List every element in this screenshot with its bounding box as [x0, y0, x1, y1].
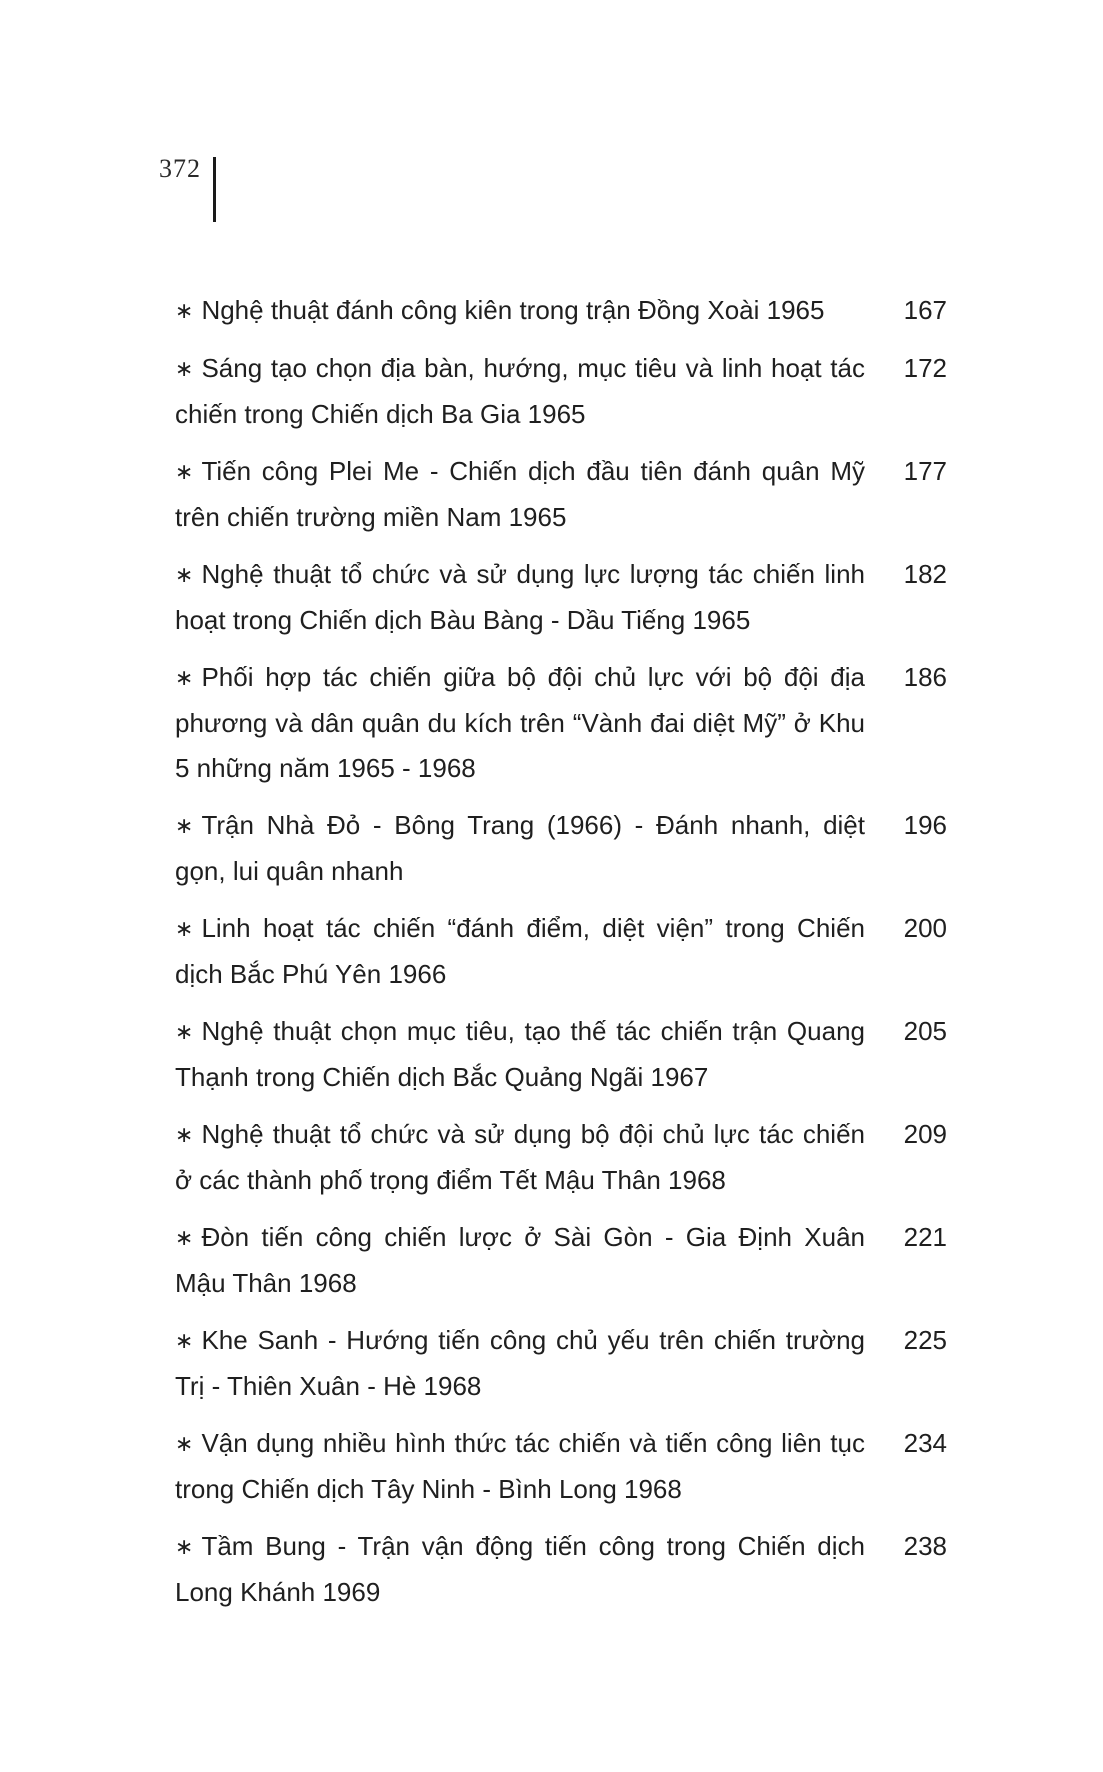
toc-entry-text: Nghệ thuật chọn mục tiêu, tạo thế tác chiến trận Quang Thạnh trong Chiến dịch Bắc Quảng Ngãi 1967 [175, 1016, 865, 1092]
toc-entry-text: Trận Nhà Đỏ - Bông Trang (1966) - Đánh nhanh, diệt gọn, lui quân nhanh [175, 810, 865, 886]
toc-entry-text: Khe Sanh - Hướng tiến công chủ yếu trên chiến trường Trị - Thiên Xuân - Hè 1968 [175, 1325, 865, 1401]
toc-entry-page: 186 [903, 662, 947, 692]
toc-entry-page: 225 [903, 1325, 947, 1355]
page-number: 372 [159, 154, 201, 183]
toc-entry-page: 177 [903, 456, 947, 486]
toc-entry-page: 182 [903, 559, 947, 589]
toc-entry-page: 209 [903, 1119, 947, 1149]
toc-entry-text: Nghệ thuật tổ chức và sử dụng bộ đội chủ lực tác chiến ở các thành phố trọng điểm Tết Mậu Thân 1968 [175, 1119, 865, 1195]
toc-entry-title [175, 552, 865, 643]
toc-entry-text: Tiến công Plei Me - Chiến dịch đầu tiên đánh quân Mỹ trên chiến trường miền Nam 1965 [175, 456, 865, 532]
toc-entry-text: Đòn tiến công chiến lược ở Sài Gòn - Gia Định Xuân Mậu Thân 1968 [175, 1222, 865, 1298]
toc-entry-title [175, 449, 865, 540]
toc-entry-page: 167 [903, 295, 947, 325]
toc-entry [175, 1524, 947, 1615]
toc-entry-text: Tầm Bung - Trận vận động tiến công trong Chiến dịch Long Khánh 1969 [175, 1531, 865, 1607]
toc-entry-title [175, 1318, 865, 1409]
toc-entry-text: Phối hợp tác chiến giữa bộ đội chủ lực với bộ đội địa phương và dân quân du kích trên “Vành đai diệt Mỹ” ở Khu 5 những năm 1965 - 1968 [175, 662, 865, 783]
toc-entry [175, 552, 947, 643]
toc-entry [175, 346, 947, 437]
toc-entry [175, 449, 947, 540]
bullet-icon: ∗ [175, 665, 194, 690]
toc-entry-title [175, 1215, 865, 1306]
toc-entry-page: 238 [903, 1531, 947, 1561]
bullet-icon: ∗ [175, 1534, 194, 1559]
toc-entry [175, 906, 947, 997]
toc-entry-page: 205 [903, 1016, 947, 1046]
toc-entry-page: 200 [903, 913, 947, 943]
toc-entry-text: Sáng tạo chọn địa bàn, hướng, mục tiêu và linh hoạt tác chiến trong Chiến dịch Ba Gia 1965 [175, 353, 865, 429]
toc-entry-text: Nghệ thuật tổ chức và sử dụng lực lượng tác chiến linh hoạt trong Chiến dịch Bàu Bàng - Dầu Tiếng 1965 [175, 559, 865, 635]
header-rule [213, 157, 216, 222]
toc-entry-title [175, 655, 865, 791]
toc-entry [175, 1112, 947, 1203]
toc-entry-title [175, 1524, 865, 1615]
bullet-icon: ∗ [175, 1225, 194, 1250]
bullet-icon: ∗ [175, 562, 194, 587]
table-of-contents [175, 288, 947, 1627]
toc-entry [175, 803, 947, 894]
toc-entry-title [175, 906, 865, 997]
bullet-icon: ∗ [175, 1122, 194, 1147]
toc-entry [175, 288, 947, 334]
toc-entry-text: Linh hoạt tác chiến “đánh điểm, diệt viện” trong Chiến dịch Bắc Phú Yên 1966 [175, 913, 865, 989]
toc-entry [175, 1009, 947, 1100]
toc-entry-title [175, 1421, 865, 1512]
toc-entry-title [175, 288, 865, 334]
toc-entry-page: 172 [903, 353, 947, 383]
bullet-icon: ∗ [175, 813, 194, 838]
toc-entry-page: 196 [903, 810, 947, 840]
toc-entry-title [175, 803, 865, 894]
bullet-icon: ∗ [175, 1431, 194, 1456]
toc-entry-title [175, 1009, 865, 1100]
bullet-icon: ∗ [175, 1328, 194, 1353]
toc-entry-text: Vận dụng nhiều hình thức tác chiến và tiến công liên tục trong Chiến dịch Tây Ninh - Bình Long 1968 [175, 1428, 865, 1504]
bullet-icon: ∗ [175, 298, 194, 323]
bullet-icon: ∗ [175, 1019, 194, 1044]
toc-entry [175, 1318, 947, 1409]
toc-entry [175, 655, 947, 791]
toc-entry-title [175, 1112, 865, 1203]
bullet-icon: ∗ [175, 916, 194, 941]
bullet-icon: ∗ [175, 356, 194, 381]
toc-entry-text: Nghệ thuật đánh công kiên trong trận Đồng Xoài 1965 [201, 295, 825, 325]
toc-entry-title [175, 346, 865, 437]
toc-entry-page: 221 [903, 1222, 947, 1252]
toc-entry [175, 1421, 947, 1512]
bullet-icon: ∗ [175, 459, 194, 484]
toc-entry-page: 234 [903, 1428, 947, 1458]
toc-entry [175, 1215, 947, 1306]
